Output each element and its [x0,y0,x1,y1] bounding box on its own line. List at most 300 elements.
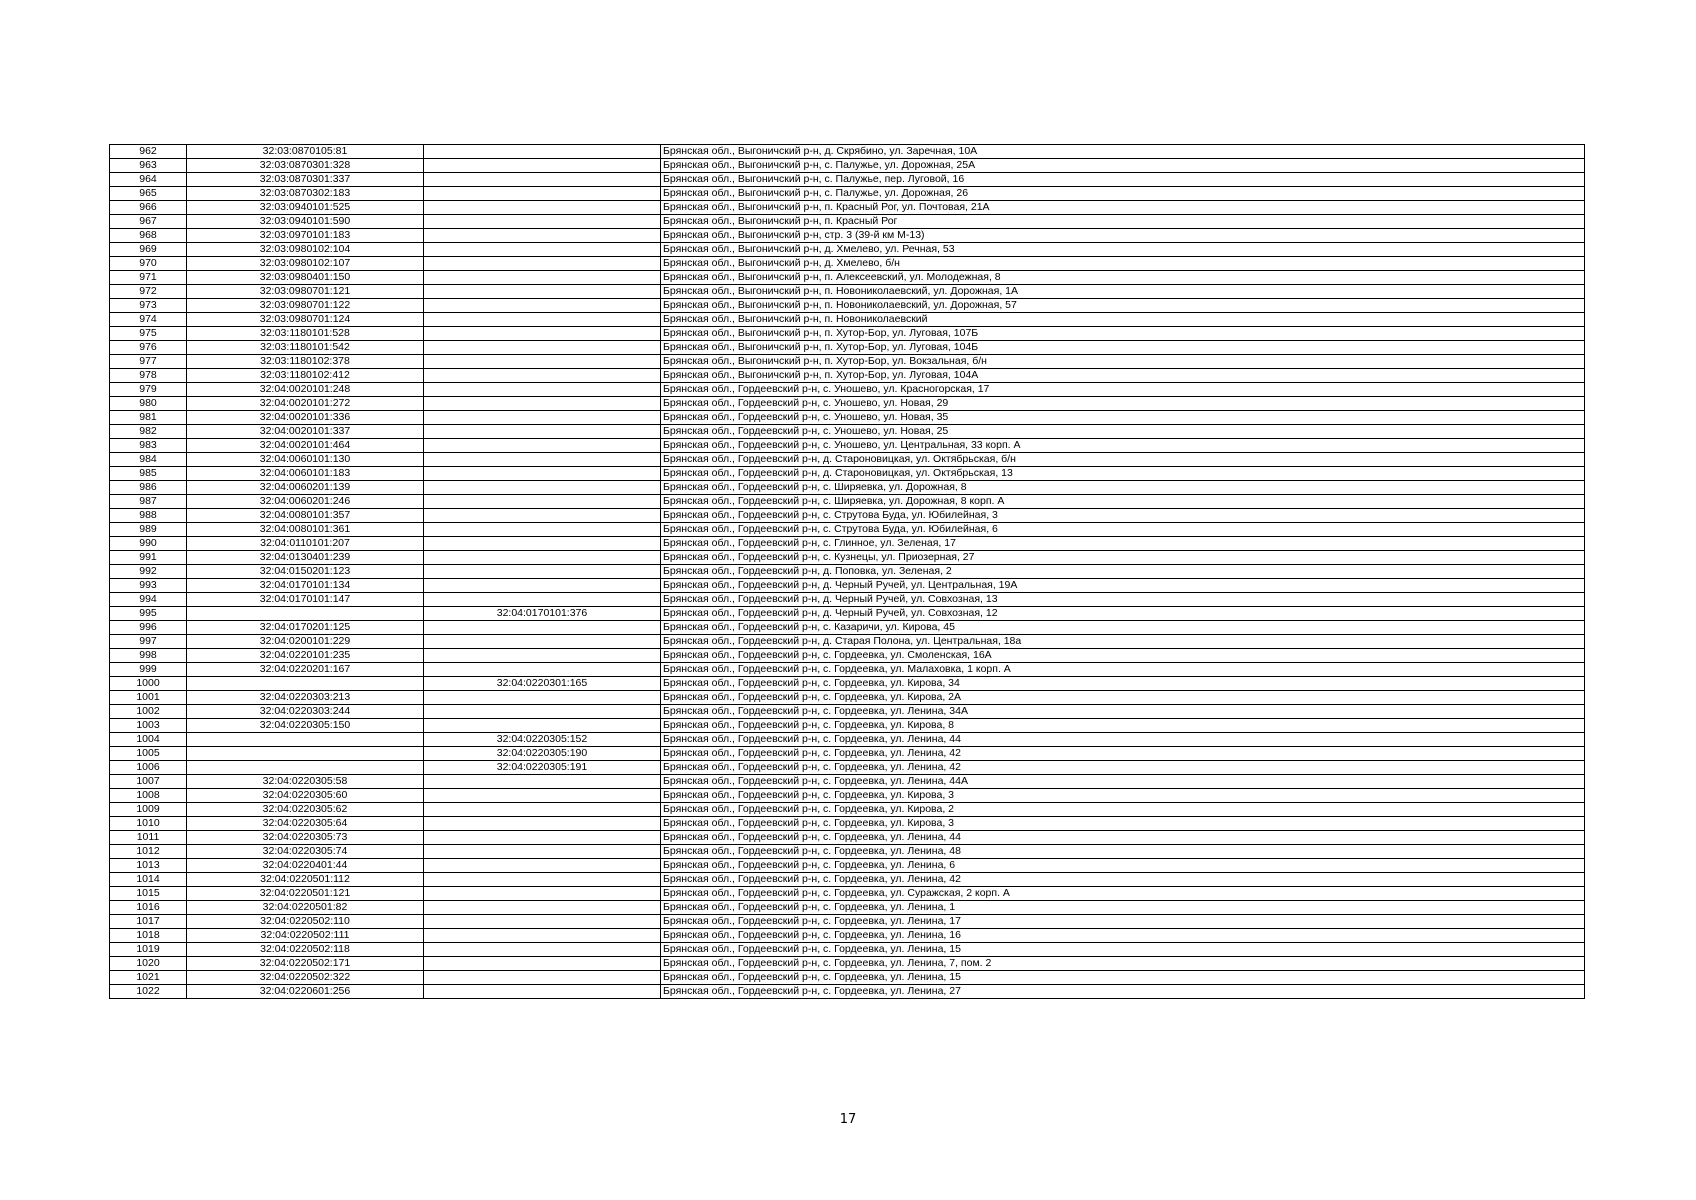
address-cell: Брянская обл., Выгоничский р-н, с. Палужье, пер. Луговой, 16 [661,173,1585,187]
table-row [110,635,1585,649]
row-number-cell: 1020 [110,957,187,971]
address-cell: Брянская обл., Гордеевский р-н, с. Гордеевка, ул. Кирова, 34 [661,677,1585,691]
table-row [110,859,1585,873]
row-number-cell: 993 [110,579,187,593]
cadastral-number-cell: 32:04:0060201:139 [187,481,424,495]
row-number-cell: 977 [110,355,187,369]
row-number-cell: 966 [110,201,187,215]
row-number-cell: 968 [110,229,187,243]
address-cell: Брянская обл., Гордеевский р-н, с. Гордеевка, ул. Ленина, 44 [661,831,1585,845]
cadastral-number-cell: 32:04:0220201:167 [187,663,424,677]
table-row [110,509,1585,523]
table-row [110,831,1585,845]
address-cell: Брянская обл., Гордеевский р-н, с. Кузнецы, ул. Приозерная, 27 [661,551,1585,565]
table-row [110,411,1585,425]
cadastral-number-cell [187,761,424,775]
cadastral-number-cell: 32:03:1180102:412 [187,369,424,383]
row-number-cell: 971 [110,271,187,285]
cadastral-number-cell: 32:04:0170201:125 [187,621,424,635]
address-cell: Брянская обл., Выгоничский р-н, п. Хутор-Бор, ул. Луговая, 107Б [661,327,1585,341]
cadastral-number-cell: 32:03:0870302:183 [187,187,424,201]
row-number-cell: 984 [110,453,187,467]
cadastral-number-alt-cell [424,467,661,481]
cadastral-number-alt-cell [424,187,661,201]
cadastral-number-cell: 32:03:0870301:337 [187,173,424,187]
row-number-cell: 1010 [110,817,187,831]
row-number-cell: 1001 [110,691,187,705]
address-cell: Брянская обл., Гордеевский р-н, с. Уношево, ул. Новая, 35 [661,411,1585,425]
row-number-cell: 986 [110,481,187,495]
table-row [110,453,1585,467]
table-row [110,467,1585,481]
cadastral-number-alt-cell: 32:04:0170101:376 [424,607,661,621]
cadastral-number-cell: 32:04:0220305:58 [187,775,424,789]
table-row [110,705,1585,719]
table-row [110,369,1585,383]
table-row [110,537,1585,551]
row-number-cell: 989 [110,523,187,537]
cadastral-number-cell: 32:04:0220502:111 [187,929,424,943]
address-cell: Брянская обл., Гордеевский р-н, с. Гордеевка, ул. Ленина, 44А [661,775,1585,789]
cadastral-number-cell: 32:04:0220305:62 [187,803,424,817]
cadastral-number-alt-cell [424,985,661,999]
row-number-cell: 973 [110,299,187,313]
table-row [110,985,1585,999]
table-row [110,971,1585,985]
cadastral-number-alt-cell [424,789,661,803]
row-number-cell: 998 [110,649,187,663]
row-number-cell: 979 [110,383,187,397]
cadastral-number-alt-cell [424,299,661,313]
address-cell: Брянская обл., Выгоничский р-н, д. Хмелево, б/н [661,257,1585,271]
row-number-cell: 969 [110,243,187,257]
table-row [110,341,1585,355]
row-number-cell: 980 [110,397,187,411]
table-row [110,173,1585,187]
row-number-cell: 1022 [110,985,187,999]
cadastral-number-alt-cell [424,243,661,257]
address-cell: Брянская обл., Выгоничский р-н, п. Хутор-Бор, ул. Луговая, 104А [661,369,1585,383]
row-number-cell: 970 [110,257,187,271]
cadastral-number-cell [187,677,424,691]
address-cell: Брянская обл., Выгоничский р-н, п. Хутор-Бор, ул. Вокзальная, б/н [661,355,1585,369]
cadastral-number-alt-cell [424,383,661,397]
cadastral-number-cell: 32:03:0970101:183 [187,229,424,243]
row-number-cell: 975 [110,327,187,341]
row-number-cell: 1003 [110,719,187,733]
table-row [110,439,1585,453]
cadastral-number-alt-cell: 32:04:0220305:152 [424,733,661,747]
row-number-cell: 994 [110,593,187,607]
row-number-cell: 1007 [110,775,187,789]
cadastral-number-cell [187,733,424,747]
table-row [110,789,1585,803]
cadastral-number-cell: 32:03:0980401:150 [187,271,424,285]
address-cell: Брянская обл., Гордеевский р-н, с. Гордеевка, ул. Ленина, 27 [661,985,1585,999]
table-row [110,285,1585,299]
cadastral-number-alt-cell [424,523,661,537]
cadastral-number-cell: 32:04:0220305:60 [187,789,424,803]
cadastral-number-cell: 32:04:0020101:272 [187,397,424,411]
address-cell: Брянская обл., Гордеевский р-н, с. Гордеевка, ул. Кирова, 2 [661,803,1585,817]
cadastral-number-cell: 32:04:0080101:357 [187,509,424,523]
cadastral-number-cell: 32:03:0870301:328 [187,159,424,173]
cadastral-number-alt-cell [424,621,661,635]
table-row [110,607,1585,621]
address-cell: Брянская обл., Гордеевский р-н, с. Гордеевка, ул. Ленина, 7, пом. 2 [661,957,1585,971]
table-row [110,747,1585,761]
table-row [110,229,1585,243]
row-number-cell: 1012 [110,845,187,859]
cadastral-number-alt-cell [424,495,661,509]
table-row [110,425,1585,439]
table-row [110,187,1585,201]
address-cell: Брянская обл., Гордеевский р-н, д. Старая Полона, ул. Центральная, 18а [661,635,1585,649]
address-cell: Брянская обл., Гордеевский р-н, с. Уношево, ул. Центральная, 33 корп. А [661,439,1585,453]
table-row [110,649,1585,663]
page-number: 17 [839,1112,857,1127]
cadastral-number-alt-cell [424,173,661,187]
table-row [110,579,1585,593]
cadastral-number-cell [187,747,424,761]
table-row [110,565,1585,579]
table-body [110,145,1585,999]
table-row [110,901,1585,915]
table-row [110,929,1585,943]
row-number-cell: 1009 [110,803,187,817]
cadastral-number-cell: 32:04:0220501:121 [187,887,424,901]
cadastral-number-cell: 32:04:0220101:235 [187,649,424,663]
address-cell: Брянская обл., Гордеевский р-н, с. Гордеевка, ул. Ленина, 15 [661,943,1585,957]
row-number-cell: 1008 [110,789,187,803]
address-cell: Брянская обл., Гордеевский р-н, д. Поповка, ул. Зеленая, 2 [661,565,1585,579]
cadastral-number-alt-cell [424,481,661,495]
address-cell: Брянская обл., Гордеевский р-н, с. Уношево, ул. Новая, 25 [661,425,1585,439]
cadastral-number-cell: 32:03:0980701:124 [187,313,424,327]
address-cell: Брянская обл., Гордеевский р-н, д. Черный Ручей, ул. Совхозная, 12 [661,607,1585,621]
address-cell: Брянская обл., Гордеевский р-н, с. Гордеевка, ул. Ленина, 48 [661,845,1585,859]
cadastral-number-alt-cell [424,971,661,985]
table-row [110,915,1585,929]
address-cell: Брянская обл., Гордеевский р-н, с. Гордеевка, ул. Кирова, 3 [661,817,1585,831]
cadastral-number-alt-cell [424,831,661,845]
row-number-cell: 972 [110,285,187,299]
address-cell: Брянская обл., Выгоничский р-н, д. Хмелево, ул. Речная, 53 [661,243,1585,257]
table-row [110,383,1585,397]
cadastral-number-alt-cell [424,453,661,467]
cadastral-number-alt-cell: 32:04:0220305:190 [424,747,661,761]
address-cell: Брянская обл., Гордеевский р-н, с. Гордеевка, ул. Ленина, 1 [661,901,1585,915]
table-row [110,481,1585,495]
table-row [110,691,1585,705]
row-number-cell: 987 [110,495,187,509]
cadastral-number-alt-cell [424,411,661,425]
row-number-cell: 985 [110,467,187,481]
row-number-cell: 963 [110,159,187,173]
row-number-cell: 965 [110,187,187,201]
cadastral-number-alt-cell [424,145,661,159]
table-row [110,313,1585,327]
table-row [110,733,1585,747]
cadastral-number-cell: 32:04:0060101:183 [187,467,424,481]
cadastral-number-cell: 32:04:0220305:74 [187,845,424,859]
table-row [110,299,1585,313]
row-number-cell: 995 [110,607,187,621]
row-number-cell: 978 [110,369,187,383]
cadastral-number-alt-cell [424,159,661,173]
cadastral-number-alt-cell [424,341,661,355]
address-cell: Брянская обл., Гордеевский р-н, с. Гордеевка, ул. Ленина, 44 [661,733,1585,747]
address-cell: Брянская обл., Гордеевский р-н, с. Струтова Буда, ул. Юбилейная, 3 [661,509,1585,523]
cadastral-number-cell: 32:04:0020101:336 [187,411,424,425]
address-cell: Брянская обл., Гордеевский р-н, д. Староновицкая, ул. Октябрьская, б/н [661,453,1585,467]
cadastral-number-cell: 32:03:0940101:590 [187,215,424,229]
cadastral-number-cell: 32:03:0980701:122 [187,299,424,313]
cadastral-number-alt-cell [424,705,661,719]
cadastral-number-alt-cell [424,439,661,453]
table-row [110,719,1585,733]
table-row [110,803,1585,817]
cadastral-number-alt-cell [424,873,661,887]
address-cell: Брянская обл., Гордеевский р-н, с. Гордеевка, ул. Кирова, 2А [661,691,1585,705]
cadastral-number-alt-cell [424,551,661,565]
table-row [110,523,1585,537]
table-row [110,257,1585,271]
cadastral-number-alt-cell [424,943,661,957]
address-cell: Брянская обл., Выгоничский р-н, п. Новониколаевский [661,313,1585,327]
row-number-cell: 1015 [110,887,187,901]
cadastral-number-cell: 32:04:0220401:44 [187,859,424,873]
address-cell: Брянская обл., Выгоничский р-н, п. Новониколаевский, ул. Дорожная, 57 [661,299,1585,313]
row-number-cell: 990 [110,537,187,551]
cadastral-number-cell: 32:04:0060101:130 [187,453,424,467]
cadastral-number-cell: 32:03:1180101:542 [187,341,424,355]
cadastral-number-alt-cell [424,663,661,677]
address-cell: Брянская обл., Гордеевский р-н, с. Гордеевка, ул. Ленина, 17 [661,915,1585,929]
address-cell: Брянская обл., Гордеевский р-н, с. Гордеевка, ул. Ленина, 42 [661,747,1585,761]
cadastral-number-alt-cell [424,719,661,733]
address-cell: Брянская обл., Гордеевский р-н, с. Гордеевка, ул. Смоленская, 16А [661,649,1585,663]
cadastral-number-cell: 32:04:0220601:256 [187,985,424,999]
address-cell: Брянская обл., Гордеевский р-н, с. Гордеевка, ул. Ленина, 34А [661,705,1585,719]
address-cell: Брянская обл., Гордеевский р-н, с. Гордеевка, ул. Ленина, 42 [661,873,1585,887]
row-number-cell: 988 [110,509,187,523]
table-row [110,355,1585,369]
address-cell: Брянская обл., Гордеевский р-н, с. Гордеевка, ул. Суражская, 2 корп. А [661,887,1585,901]
cadastral-number-cell: 32:04:0220501:112 [187,873,424,887]
cadastral-number-cell: 32:04:0220303:213 [187,691,424,705]
cadastral-number-cell: 32:04:0130401:239 [187,551,424,565]
table-row [110,593,1585,607]
address-cell: Брянская обл., Гордеевский р-н, с. Глинное, ул. Зеленая, 17 [661,537,1585,551]
cadastral-number-alt-cell [424,817,661,831]
cadastral-number-cell: 32:04:0020101:464 [187,439,424,453]
address-cell: Брянская обл., Выгоничский р-н, с. Палужье, ул. Дорожная, 26 [661,187,1585,201]
row-number-cell: 991 [110,551,187,565]
address-cell: Брянская обл., Гордеевский р-н, с. Уношево, ул. Новая, 29 [661,397,1585,411]
address-cell: Брянская обл., Выгоничский р-н, п. Алексеевский, ул. Молодежная, 8 [661,271,1585,285]
cadastral-number-cell: 32:03:0870105:81 [187,145,424,159]
row-number-cell: 1014 [110,873,187,887]
table-row [110,621,1585,635]
table-row [110,817,1585,831]
cadastral-number-cell: 32:04:0020101:337 [187,425,424,439]
row-number-cell: 1013 [110,859,187,873]
cadastral-number-alt-cell [424,915,661,929]
address-cell: Брянская обл., Гордеевский р-н, с. Гордеевка, ул. Кирова, 8 [661,719,1585,733]
cadastral-number-cell: 32:04:0150201:123 [187,565,424,579]
cadastral-number-alt-cell [424,957,661,971]
address-cell: Брянская обл., Гордеевский р-н, с. Ширяевка, ул. Дорожная, 8 корп. А [661,495,1585,509]
row-number-cell: 1000 [110,677,187,691]
table-row [110,201,1585,215]
cadastral-number-alt-cell [424,901,661,915]
cadastral-number-alt-cell [424,509,661,523]
row-number-cell: 1006 [110,761,187,775]
address-cell: Брянская обл., Выгоничский р-н, п. Хутор-Бор, ул. Луговая, 104Б [661,341,1585,355]
row-number-cell: 967 [110,215,187,229]
row-number-cell: 992 [110,565,187,579]
cadastral-number-alt-cell: 32:04:0220301:165 [424,677,661,691]
table-row [110,551,1585,565]
cadastral-number-cell: 32:03:0940101:525 [187,201,424,215]
table-row [110,327,1585,341]
cadastral-number-alt-cell [424,579,661,593]
address-cell: Брянская обл., Выгоничский р-н, д. Скрябино, ул. Заречная, 10А [661,145,1585,159]
cadastral-number-alt-cell [424,201,661,215]
row-number-cell: 1019 [110,943,187,957]
row-number-cell: 1016 [110,901,187,915]
table-row [110,271,1585,285]
cadastral-number-alt-cell [424,355,661,369]
row-number-cell: 1018 [110,929,187,943]
property-register-table [109,144,1585,999]
address-cell: Брянская обл., Гордеевский р-н, д. Черный Ручей, ул. Совхозная, 13 [661,593,1585,607]
address-cell: Брянская обл., Гордеевский р-н, с. Гордеевка, ул. Ленина, 6 [661,859,1585,873]
address-cell: Брянская обл., Гордеевский р-н, д. Староновицкая, ул. Октябрьская, 13 [661,467,1585,481]
address-cell: Брянская обл., Гордеевский р-н, с. Казаричи, ул. Кирова, 45 [661,621,1585,635]
cadastral-number-cell: 32:04:0220501:82 [187,901,424,915]
table-row [110,677,1585,691]
row-number-cell: 997 [110,635,187,649]
cadastral-number-cell: 32:04:0170101:147 [187,593,424,607]
cadastral-number-cell: 32:04:0170101:134 [187,579,424,593]
cadastral-number-cell: 32:04:0220305:150 [187,719,424,733]
table-row [110,243,1585,257]
cadastral-number-cell: 32:04:0220303:244 [187,705,424,719]
address-cell: Брянская обл., Гордеевский р-н, с. Гордеевка, ул. Ленина, 42 [661,761,1585,775]
cadastral-number-cell: 32:03:0980102:104 [187,243,424,257]
table-row [110,775,1585,789]
cadastral-number-cell: 32:04:0020101:248 [187,383,424,397]
cadastral-number-alt-cell [424,691,661,705]
cadastral-number-alt-cell [424,397,661,411]
cadastral-number-alt-cell [424,271,661,285]
cadastral-number-cell: 32:04:0220502:118 [187,943,424,957]
row-number-cell: 1011 [110,831,187,845]
cadastral-number-alt-cell [424,327,661,341]
address-cell: Брянская обл., Гордеевский р-н, с. Уношево, ул. Красногорская, 17 [661,383,1585,397]
cadastral-number-cell [187,607,424,621]
cadastral-number-alt-cell [424,649,661,663]
cadastral-number-alt-cell [424,593,661,607]
cadastral-number-alt-cell [424,257,661,271]
address-cell: Брянская обл., Гордеевский р-н, с. Гордеевка, ул. Ленина, 16 [661,929,1585,943]
row-number-cell: 964 [110,173,187,187]
address-cell: Брянская обл., Выгоничский р-н, с. Палужье, ул. Дорожная, 25А [661,159,1585,173]
cadastral-number-alt-cell [424,537,661,551]
cadastral-number-alt-cell [424,369,661,383]
table-row [110,761,1585,775]
cadastral-number-cell: 32:04:0220502:110 [187,915,424,929]
address-cell: Брянская обл., Выгоничский р-н, п. Красный Рог [661,215,1585,229]
cadastral-number-alt-cell [424,859,661,873]
cadastral-number-cell: 32:04:0080101:361 [187,523,424,537]
row-number-cell: 996 [110,621,187,635]
address-cell: Брянская обл., Гордеевский р-н, с. Гордеевка, ул. Ленина, 15 [661,971,1585,985]
address-cell: Брянская обл., Выгоничский р-н, стр. 3 (39-й км М-13) [661,229,1585,243]
table-row [110,873,1585,887]
cadastral-number-alt-cell [424,229,661,243]
address-cell: Брянская обл., Выгоничский р-н, п. Новониколаевский, ул. Дорожная, 1А [661,285,1585,299]
table-row [110,145,1585,159]
cadastral-number-alt-cell [424,635,661,649]
row-number-cell: 983 [110,439,187,453]
cadastral-number-cell: 32:04:0220305:64 [187,817,424,831]
cadastral-number-cell: 32:04:0220305:73 [187,831,424,845]
cadastral-number-alt-cell [424,215,661,229]
cadastral-number-alt-cell [424,285,661,299]
table-row [110,495,1585,509]
cadastral-number-alt-cell [424,313,661,327]
cadastral-number-alt-cell [424,775,661,789]
row-number-cell: 999 [110,663,187,677]
row-number-cell: 1004 [110,733,187,747]
address-cell: Брянская обл., Гордеевский р-н, с. Струтова Буда, ул. Юбилейная, 6 [661,523,1585,537]
table-row [110,943,1585,957]
address-cell: Брянская обл., Гордеевский р-н, с. Ширяевка, ул. Дорожная, 8 [661,481,1585,495]
cadastral-number-alt-cell [424,565,661,579]
address-cell: Брянская обл., Гордеевский р-н, с. Гордеевка, ул. Кирова, 3 [661,789,1585,803]
row-number-cell: 1021 [110,971,187,985]
cadastral-number-alt-cell [424,803,661,817]
cadastral-number-cell: 32:04:0220502:322 [187,971,424,985]
cadastral-number-cell: 32:03:1180101:528 [187,327,424,341]
cadastral-number-cell: 32:04:0220502:171 [187,957,424,971]
cadastral-number-alt-cell [424,425,661,439]
address-cell: Брянская обл., Гордеевский р-н, с. Гордеевка, ул. Малаховка, 1 корп. А [661,663,1585,677]
row-number-cell: 962 [110,145,187,159]
cadastral-number-alt-cell [424,845,661,859]
cadastral-number-cell: 32:04:0200101:229 [187,635,424,649]
cadastral-number-alt-cell [424,887,661,901]
table-row [110,397,1585,411]
cadastral-number-cell: 32:03:0980701:121 [187,285,424,299]
row-number-cell: 1002 [110,705,187,719]
table-row [110,215,1585,229]
address-cell: Брянская обл., Гордеевский р-н, д. Черный Ручей, ул. Центральная, 19А [661,579,1585,593]
cadastral-number-cell: 32:04:0060201:246 [187,495,424,509]
row-number-cell: 1005 [110,747,187,761]
cadastral-number-alt-cell [424,929,661,943]
cadastral-number-cell: 32:03:1180102:378 [187,355,424,369]
row-number-cell: 982 [110,425,187,439]
row-number-cell: 1017 [110,915,187,929]
row-number-cell: 974 [110,313,187,327]
table-row [110,957,1585,971]
table-row [110,887,1585,901]
table-row [110,845,1585,859]
